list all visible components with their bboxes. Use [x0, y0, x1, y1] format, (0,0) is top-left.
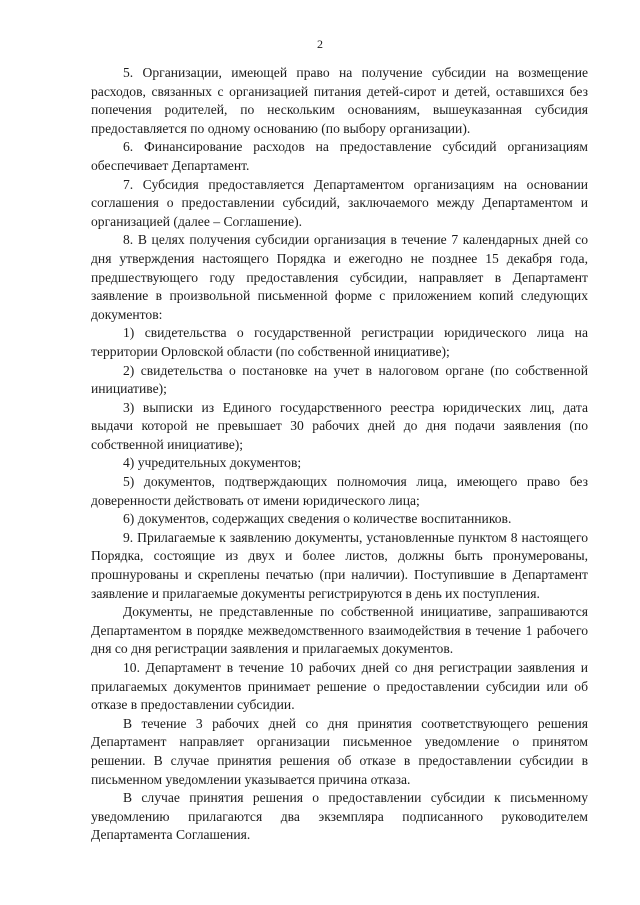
document-body	[91, 64, 588, 845]
list-item-5: 5) документов, подтверждающих полномочия лица, имеющего право без доверенности действовать от имени юридического лица;	[91, 474, 588, 508]
list-item-2: 2) свидетельства о постановке на учет в налоговом органе (по собственной инициативе);	[91, 362, 588, 397]
paragraph-10: 10. Департамент в течение 10 рабочих дней со дня регистрации заявления и прилагаемых документов принимает решение о предоставлении субсидии или об отказе в предоставлении субсидии.	[91, 660, 588, 713]
paragraph-9: 9. Прилагаемые к заявлению документы, установленные пунктом 8 настоящего Порядка, состоящие из двух и более листов, должны быть пронумерованы, прошнурованы и скреплены печатью (при наличии). Поступившие в Департамент заявление и прилагаемые документы регистрируются в день их поступления.	[91, 529, 588, 601]
list-item-6: 6) документов, содержащих сведения о количестве воспитанников.	[123, 511, 512, 527]
paragraph-7: 7. Субсидия предоставляется Департаментом организациям на основании соглашения о предоставлении субсидий, заключаемого между Департаментом и организацией (далее – Соглашение).	[91, 176, 588, 229]
list-item-1: 1) свидетельства о государственной регистрации юридического лица на территории Орловской области (по собственной инициативе);	[91, 325, 588, 359]
list-item-3: 3) выписки из Единого государственного реестра юридических лиц, дата выдачи которой не превышает 30 рабочих дней до дня подачи заявления (по собственной инициативе);	[91, 399, 588, 452]
scan-mark	[4, 820, 6, 821]
paragraph-10-notification: В течение 3 рабочих дней со дня принятия соответствующего решения Департамент направляет организации письменное уведомление о принятом решении. В случае принятия решения об отказе в предоставлении субсидии в письменном уведомлении указывается причина отказа.	[91, 715, 588, 787]
paragraph-6: 6. Финансирование расходов на предоставление субсидий организациям обеспечивает Департамент.	[91, 139, 588, 173]
paragraph-10-agreement: В случае принятия решения о предоставлении субсидии к письменному уведомлению прилагаются два экземпляра подписанного руководителем Департамента Соглашения.	[91, 790, 588, 843]
paragraph-8: 8. В целях получения субсидии организация в течение 7 календарных дней со дня утверждения настоящего Порядка и ежегодно не позднее 15 декабря года, предшествующего году предоставления субсидии, направляет в Департамент заявление в произвольной письменной форме с приложением копий следующих документов:	[91, 232, 588, 322]
list-item-4: 4) учредительных документов;	[123, 455, 302, 471]
paragraph-9-documents: Документы, не представленные по собственной инициативе, запрашиваются Департаментом в порядке межведомственного взаимодействия в течение 1 рабочего дня со дня регистрации заявления и прилагаемых документов.	[91, 604, 588, 657]
paragraph-5: 5. Организации, имеющей право на получение субсидии на возмещение расходов, связанных с организацией питания детей-сирот и детей, оставшихся без попечения родителей, по нескольким основаниям, вышеуказанная субсидия предоставляется по одному основанию (по выбору организации).	[91, 65, 588, 136]
page-number: 2	[317, 37, 323, 51]
